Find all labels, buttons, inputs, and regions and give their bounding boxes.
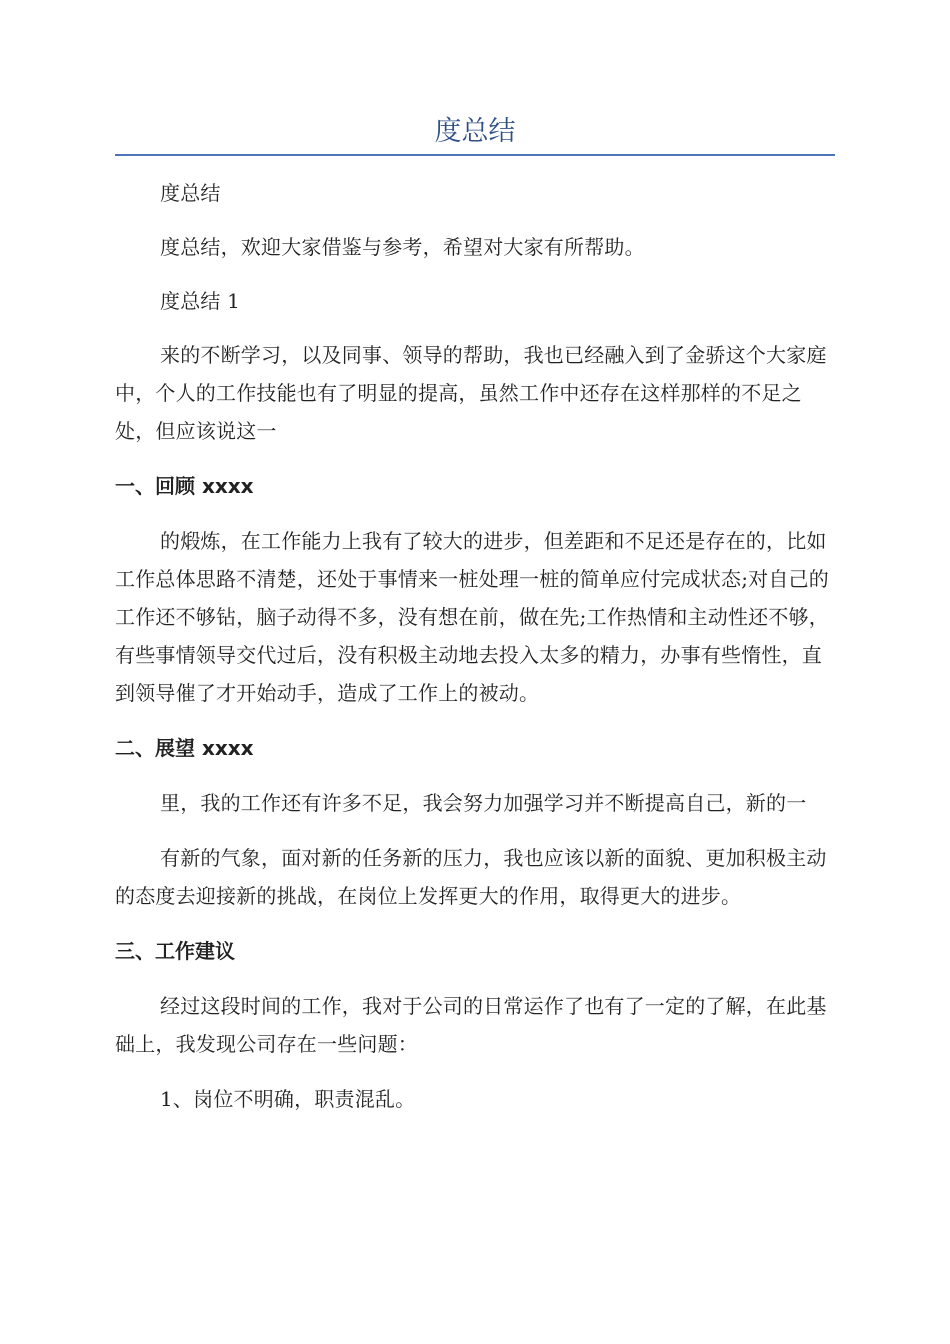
review-paragraph: 的煅炼，在工作能力上我有了较大的进步，但差距和不足还是存在的，比如工作总体思路不清楚，还处于事情来一桩处理一桩的简单应付完成状态;对自己的工作还不够钻，脑子动得不多，没有想在前，做在先;工作热情和主动性还不够，有些事情领导交代过后，没有积极主动地去投入太多的精力，办事有些惰性，直到领导催了才开始动手，造成了工作上的被动。 — [115, 529, 829, 705]
document-title: 度总结 — [434, 116, 516, 147]
welcome-paragraph: 度总结，欢迎大家借鉴与参考，希望对大家有所帮助。 — [160, 235, 645, 259]
section-heading-suggestions: 三、工作建议 — [115, 939, 235, 963]
opening-paragraph: 来的不断学习，以及同事、领导的帮助，我也已经融入到了金骄这个大家庭中，个人的工作技能也有了明显的提高，虽然工作中还存在这样那样的不足之处，但应该说这一 — [115, 343, 827, 443]
document-body — [115, 174, 835, 1118]
subtitle-line: 度总结 1 — [160, 289, 241, 313]
suggestions-paragraph: 经过这段时间的工作，我对于公司的日常运作了也有了一定的了解，在此基础上，我发现公司存在一些问题： — [115, 994, 827, 1056]
title-divider — [115, 154, 835, 156]
section-heading-outlook: 二、展望 xxxx — [115, 736, 254, 760]
outlook-paragraph-2: 有新的气象，面对新的任务新的压力，我也应该以新的面貌、更加积极主动的态度去迎接新的挑战，在岗位上发挥更大的作用，取得更大的进步。 — [115, 846, 827, 908]
intro-line: 度总结 — [160, 181, 221, 205]
outlook-paragraph-1: 里，我的工作还有许多不足，我会努力加强学习并不断提高自己，新的一 — [160, 791, 807, 815]
suggestion-item-1: 1、岗位不明确，职责混乱。 — [160, 1087, 416, 1111]
section-heading-review: 一、回顾 xxxx — [115, 474, 254, 498]
